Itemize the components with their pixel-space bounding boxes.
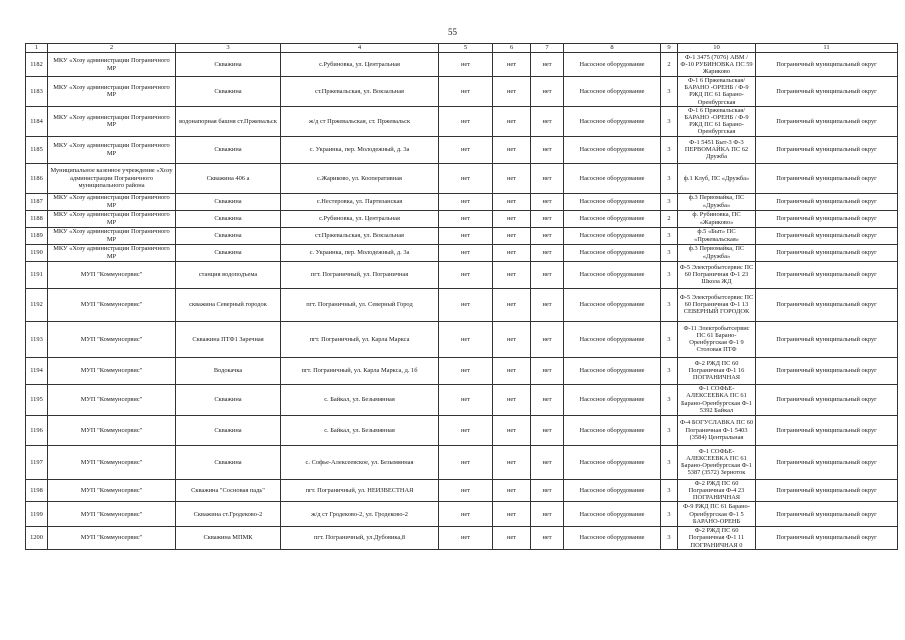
address-cell: ст.Пржевальская, ул. Вокзальная — [281, 77, 439, 107]
row-number: 1184 — [26, 106, 48, 136]
table-row — [26, 163, 898, 193]
organization-cell: МКУ «Хозу администрации Пограничного МР — [48, 136, 176, 163]
col6-cell: нет — [493, 244, 531, 261]
feeder-cell: Ф-9 РЖД ПС 61 Барано-Оренбургская Ф-1 5 БАРАНО-ОРЕНБ — [678, 502, 756, 527]
category-cell: 3 — [661, 244, 678, 261]
feeder-cell: ф.3 Первомайка, ПС «Дружба» — [678, 244, 756, 261]
object-cell: Скважина — [176, 53, 281, 77]
object-cell: Скважина — [176, 77, 281, 107]
col6-cell: нет — [493, 479, 531, 502]
col6-cell: нет — [493, 227, 531, 244]
col5-cell: нет — [439, 502, 493, 527]
category-cell: 3 — [661, 384, 678, 415]
feeder-cell: Ф-2 РЖД ПС 60 Пограничная Ф-4 23 ПОГРАНИЧНАЯ — [678, 479, 756, 502]
col7-cell: нет — [531, 527, 564, 550]
header-cell: 6 — [493, 44, 531, 53]
object-cell: Скважина 406 а — [176, 163, 281, 193]
equipment-cell: Насосное оборудование — [564, 502, 661, 527]
col7-cell: нет — [531, 415, 564, 445]
table-row — [26, 193, 898, 210]
header-cell: 10 — [678, 44, 756, 53]
address-cell: пгт. Пограничный, ул. НЕИЗВЕСТНАЯ — [281, 479, 439, 502]
table-row — [26, 261, 898, 288]
category-cell: 3 — [661, 288, 678, 321]
object-cell: скважина Северный городок — [176, 288, 281, 321]
district-cell: Пограничный муниципальный округ — [756, 53, 898, 77]
address-cell: пгт. Пограничный, ул. Пограничная — [281, 261, 439, 288]
equipment-cell: Насосное оборудование — [564, 445, 661, 479]
object-cell: Скважина — [176, 244, 281, 261]
header-cell: 3 — [176, 44, 281, 53]
category-cell: 3 — [661, 321, 678, 357]
feeder-cell: Ф-1 6 Пржевальская/БАРАНО -ОРЕНБ / Ф-9 РЖД ПС 61 Барано-Оренбургская — [678, 77, 756, 107]
district-cell: Пограничный муниципальный округ — [756, 163, 898, 193]
feeder-cell: Ф-11 Электробытсервис ПС 61 Барано-Оренбургская Ф-1 9 Столовая ПТФ — [678, 321, 756, 357]
col6-cell: нет — [493, 261, 531, 288]
district-cell: Пограничный муниципальный округ — [756, 106, 898, 136]
equipment-cell: Насосное оборудование — [564, 261, 661, 288]
category-cell: 3 — [661, 445, 678, 479]
header-cell: 4 — [281, 44, 439, 53]
col5-cell: нет — [439, 53, 493, 77]
header-cell: 1 — [26, 44, 48, 53]
col7-cell: нет — [531, 136, 564, 163]
organization-cell: Муниципальное казенное учреждение «Хозу администрации Пограничного муниципального района — [48, 163, 176, 193]
col5-cell: нет — [439, 445, 493, 479]
table-row — [26, 136, 898, 163]
district-cell: Пограничный муниципальный округ — [756, 415, 898, 445]
row-number: 1183 — [26, 77, 48, 107]
feeder-cell: Ф-5 Электробытсервис ПС 60 Пограничная Ф-1 23 Школа ЖД — [678, 261, 756, 288]
organization-cell: МУП "Коммунсервис" — [48, 321, 176, 357]
col5-cell: нет — [439, 244, 493, 261]
feeder-cell: Ф-1 5451 Быт-3 Ф-3 ПЕРВОМАЙКА ПС 62 Дружба — [678, 136, 756, 163]
feeder-cell: Ф-5 Электробытсервис ПС 60 Пограничная Ф-1 13 СЕВЕРНЫЙ ГОРОДОК — [678, 288, 756, 321]
col5-cell: нет — [439, 163, 493, 193]
organization-cell: МКУ «Хозу администрации Пограничного МР — [48, 193, 176, 210]
feeder-cell: ф.3 Первомайка, ПС «Дружба» — [678, 193, 756, 210]
equipment-cell: Насосное оборудование — [564, 288, 661, 321]
table-row — [26, 321, 898, 357]
row-number: 1194 — [26, 357, 48, 384]
table-row — [26, 479, 898, 502]
address-cell: пгт. Пограничный, ул. Карла Маркса, д. 1б — [281, 357, 439, 384]
equipment-cell: Насосное оборудование — [564, 193, 661, 210]
col7-cell: нет — [531, 244, 564, 261]
row-number: 1199 — [26, 502, 48, 527]
col6-cell: нет — [493, 357, 531, 384]
col7-cell: нет — [531, 227, 564, 244]
organization-cell: МКУ «Хозу администрации Пограничного МР — [48, 244, 176, 261]
district-cell: Пограничный муниципальный округ — [756, 445, 898, 479]
col7-cell: нет — [531, 357, 564, 384]
district-cell: Пограничный муниципальный округ — [756, 244, 898, 261]
col7-cell: нет — [531, 261, 564, 288]
category-cell: 3 — [661, 77, 678, 107]
col7-cell: нет — [531, 210, 564, 227]
object-cell: Скважина "Сосновая падь" — [176, 479, 281, 502]
table-row — [26, 244, 898, 261]
district-cell: Пограничный муниципальный округ — [756, 384, 898, 415]
district-cell: Пограничный муниципальный округ — [756, 321, 898, 357]
object-cell: Скважина — [176, 210, 281, 227]
row-number: 1192 — [26, 288, 48, 321]
col5-cell: нет — [439, 227, 493, 244]
row-number: 1189 — [26, 227, 48, 244]
equipment-cell: Насосное оборудование — [564, 479, 661, 502]
feeder-cell: Ф-1 СОФЬЕ-АЛЕКСЕЕВКА ПС 61 Барано-Оренбургская Ф-1 5392 Байкал — [678, 384, 756, 415]
address-cell: ж/д ст Гродеково-2, ул. Гродеково-2 — [281, 502, 439, 527]
address-cell: с. Украинка, пер. Молодежный, д. 3а — [281, 136, 439, 163]
object-cell: станция водоподъема — [176, 261, 281, 288]
district-cell: Пограничный муниципальный округ — [756, 502, 898, 527]
col6-cell: нет — [493, 321, 531, 357]
address-cell: пгт. Пограничный, ул. Карла Маркса — [281, 321, 439, 357]
category-cell: 3 — [661, 193, 678, 210]
feeder-cell: Ф-1 СОФЬЕ-АЛЕКСЕЕВКА ПС 61 Барано-Оренбургская Ф-1 5387 (3572) Зерноток — [678, 445, 756, 479]
organization-cell: МУП "Коммунсервис" — [48, 527, 176, 550]
feeder-cell: Ф-2 РЖД ПС 60 Пограничная Ф-1 11 ПОГРАНИЧНАЯ 0 — [678, 527, 756, 550]
col5-cell: нет — [439, 288, 493, 321]
organization-cell: МКУ «Хозу администрации Пограничного МР — [48, 53, 176, 77]
category-cell: 3 — [661, 415, 678, 445]
equipment-cell: Насосное оборудование — [564, 210, 661, 227]
category-cell: 2 — [661, 210, 678, 227]
category-cell: 3 — [661, 502, 678, 527]
feeder-cell: Ф-4 БОГУСЛАВКА ПС 60 Пограничная Ф-1 5403 (3584) Центральная — [678, 415, 756, 445]
organization-cell: МУП "Коммунсервис" — [48, 479, 176, 502]
col6-cell: нет — [493, 445, 531, 479]
header-cell: 2 — [48, 44, 176, 53]
header-cell: 11 — [756, 44, 898, 53]
col6-cell: нет — [493, 288, 531, 321]
col5-cell: нет — [439, 106, 493, 136]
category-cell: 2 — [661, 53, 678, 77]
page-number: 55 — [448, 27, 457, 37]
row-number: 1187 — [26, 193, 48, 210]
organization-cell: МКУ «Хозу администрации Пограничного МР — [48, 210, 176, 227]
equipment-cell: Насосное оборудование — [564, 163, 661, 193]
object-cell: Скважина — [176, 136, 281, 163]
col5-cell: нет — [439, 77, 493, 107]
feeder-cell: ф. Рубиновка, ПС «Жариково» — [678, 210, 756, 227]
address-cell: с.Рубиновка, ул. Центральная — [281, 210, 439, 227]
col5-cell: нет — [439, 527, 493, 550]
equipment-cell: Насосное оборудование — [564, 415, 661, 445]
row-number: 1185 — [26, 136, 48, 163]
equipment-cell: Насосное оборудование — [564, 227, 661, 244]
row-number: 1186 — [26, 163, 48, 193]
table-row — [26, 415, 898, 445]
table-row — [26, 357, 898, 384]
equipment-cell: Насосное оборудование — [564, 357, 661, 384]
col5-cell: нет — [439, 193, 493, 210]
table-row — [26, 106, 898, 136]
address-cell: ст.Пржевальская, ул. Вокзальная — [281, 227, 439, 244]
object-cell: Скважина ст.Гродеково-2 — [176, 502, 281, 527]
equipment-cell: Насосное оборудование — [564, 244, 661, 261]
col5-cell: нет — [439, 384, 493, 415]
table-row — [26, 527, 898, 550]
table-row — [26, 53, 898, 77]
table-row — [26, 210, 898, 227]
col5-cell: нет — [439, 479, 493, 502]
address-cell: с. Украинка, пер. Молодежный, д. 3а — [281, 244, 439, 261]
col6-cell: нет — [493, 415, 531, 445]
header-cell: 9 — [661, 44, 678, 53]
feeder-cell: Ф-1 3475 (7076) АВМ / Ф-10 РУБИНОВКА ПС 59 Жариково — [678, 53, 756, 77]
equipment-cell: Насосное оборудование — [564, 384, 661, 415]
feeder-cell: Ф-1 6 Пржевальская/БАРАНО -ОРЕНБ / Ф-9 РЖД ПС 61 Барано-Оренбургская — [678, 106, 756, 136]
row-number: 1182 — [26, 53, 48, 77]
row-number: 1190 — [26, 244, 48, 261]
col7-cell: нет — [531, 479, 564, 502]
col6-cell: нет — [493, 210, 531, 227]
organization-cell: МУП "Коммунсервис" — [48, 261, 176, 288]
table-row — [26, 502, 898, 527]
table-row — [26, 77, 898, 107]
address-cell: с. Байкал, ул. Безымянная — [281, 415, 439, 445]
row-number: 1197 — [26, 445, 48, 479]
table-body — [26, 44, 898, 550]
category-cell: 3 — [661, 106, 678, 136]
col6-cell: нет — [493, 193, 531, 210]
address-cell: с. Байкал, ул. Безымянная — [281, 384, 439, 415]
feeder-cell: Ф-2 РЖД ПС 60 Пограничная Ф-1 16 ПОГРАНИЧНАЯ — [678, 357, 756, 384]
organization-cell: МУП "Коммунсервис" — [48, 288, 176, 321]
address-cell: пгт. Пограничный, ул.Дубовика,8 — [281, 527, 439, 550]
organization-cell: МУП "Коммунсервис" — [48, 357, 176, 384]
category-cell: 3 — [661, 136, 678, 163]
organization-cell: МКУ «Хозу администрации Пограничного МР — [48, 227, 176, 244]
col6-cell: нет — [493, 77, 531, 107]
organization-cell: МКУ «Хозу администрации Пограничного МР — [48, 106, 176, 136]
object-cell: Скважина — [176, 415, 281, 445]
col6-cell: нет — [493, 136, 531, 163]
feeder-cell: ф.1 Клуб, ПС «Дружба» — [678, 163, 756, 193]
row-number: 1196 — [26, 415, 48, 445]
col5-cell: нет — [439, 261, 493, 288]
col7-cell: нет — [531, 502, 564, 527]
row-number: 1198 — [26, 479, 48, 502]
table-row — [26, 445, 898, 479]
object-cell: водонапорная башня ст.Пржевальск — [176, 106, 281, 136]
col6-cell: нет — [493, 384, 531, 415]
header-cell: 5 — [439, 44, 493, 53]
col7-cell: нет — [531, 384, 564, 415]
district-cell: Пограничный муниципальный округ — [756, 479, 898, 502]
col7-cell: нет — [531, 321, 564, 357]
equipment-cell: Насосное оборудование — [564, 53, 661, 77]
col7-cell: нет — [531, 163, 564, 193]
col5-cell: нет — [439, 136, 493, 163]
object-cell: Скважина — [176, 384, 281, 415]
col5-cell: нет — [439, 415, 493, 445]
organization-cell: МУП "Коммунсервис" — [48, 502, 176, 527]
row-number: 1191 — [26, 261, 48, 288]
district-cell: Пограничный муниципальный округ — [756, 227, 898, 244]
header-cell: 8 — [564, 44, 661, 53]
category-cell: 3 — [661, 261, 678, 288]
category-cell: 3 — [661, 227, 678, 244]
organization-cell: МУП "Коммунсервис" — [48, 384, 176, 415]
table-row — [26, 227, 898, 244]
equipment-cell: Насосное оборудование — [564, 136, 661, 163]
object-cell: Водокачка — [176, 357, 281, 384]
col5-cell: нет — [439, 357, 493, 384]
district-cell: Пограничный муниципальный округ — [756, 357, 898, 384]
address-cell: ж/д ст Пржевальская, ст. Пржевальск — [281, 106, 439, 136]
equipment-cell: Насосное оборудование — [564, 527, 661, 550]
district-cell: Пограничный муниципальный округ — [756, 210, 898, 227]
col6-cell: нет — [493, 106, 531, 136]
organization-cell: МУП "Коммунсервис" — [48, 415, 176, 445]
col5-cell: нет — [439, 210, 493, 227]
row-number: 1200 — [26, 527, 48, 550]
district-cell: Пограничный муниципальный округ — [756, 288, 898, 321]
col6-cell: нет — [493, 53, 531, 77]
category-cell: 3 — [661, 357, 678, 384]
row-number: 1195 — [26, 384, 48, 415]
object-cell: Скважина — [176, 227, 281, 244]
category-cell: 3 — [661, 163, 678, 193]
object-cell: Скважина — [176, 193, 281, 210]
district-cell: Пограничный муниципальный округ — [756, 193, 898, 210]
district-cell: Пограничный муниципальный округ — [756, 77, 898, 107]
address-cell: с.Жариково, ул. Кооперативная — [281, 163, 439, 193]
organization-cell: МУП "Коммунсервис" — [48, 445, 176, 479]
col7-cell: нет — [531, 288, 564, 321]
row-number: 1188 — [26, 210, 48, 227]
col7-cell: нет — [531, 77, 564, 107]
table-row — [26, 384, 898, 415]
col6-cell: нет — [493, 163, 531, 193]
category-cell: 3 — [661, 527, 678, 550]
organization-cell: МКУ «Хозу администрации Пограничного МР — [48, 77, 176, 107]
header-cell: 7 — [531, 44, 564, 53]
object-cell: Скважина ПТФ1 Заречная — [176, 321, 281, 357]
equipment-cell: Насосное оборудование — [564, 77, 661, 107]
header-row — [26, 44, 898, 53]
col7-cell: нет — [531, 106, 564, 136]
district-cell: Пограничный муниципальный округ — [756, 261, 898, 288]
category-cell: 3 — [661, 479, 678, 502]
address-cell: с.Нестеровка, ул. Партизанская — [281, 193, 439, 210]
data-table — [25, 43, 898, 550]
col5-cell: нет — [439, 321, 493, 357]
address-cell: с. Софье-Алексеевское, ул. Безымянная — [281, 445, 439, 479]
object-cell: Скважина МПМК — [176, 527, 281, 550]
col7-cell: нет — [531, 193, 564, 210]
address-cell: с.Рубиновка, ул. Центральная — [281, 53, 439, 77]
district-cell: Пограничный муниципальный округ — [756, 527, 898, 550]
equipment-cell: Насосное оборудование — [564, 106, 661, 136]
col6-cell: нет — [493, 502, 531, 527]
district-cell: Пограничный муниципальный округ — [756, 136, 898, 163]
feeder-cell: ф.5 «Быт» ПС «Пржевальская» — [678, 227, 756, 244]
col7-cell: нет — [531, 53, 564, 77]
row-number: 1193 — [26, 321, 48, 357]
table-row — [26, 288, 898, 321]
equipment-cell: Насосное оборудование — [564, 321, 661, 357]
col7-cell: нет — [531, 445, 564, 479]
object-cell: Скважина — [176, 445, 281, 479]
address-cell: пгт. Пограничный, ул. Северный Город — [281, 288, 439, 321]
col6-cell: нет — [493, 527, 531, 550]
